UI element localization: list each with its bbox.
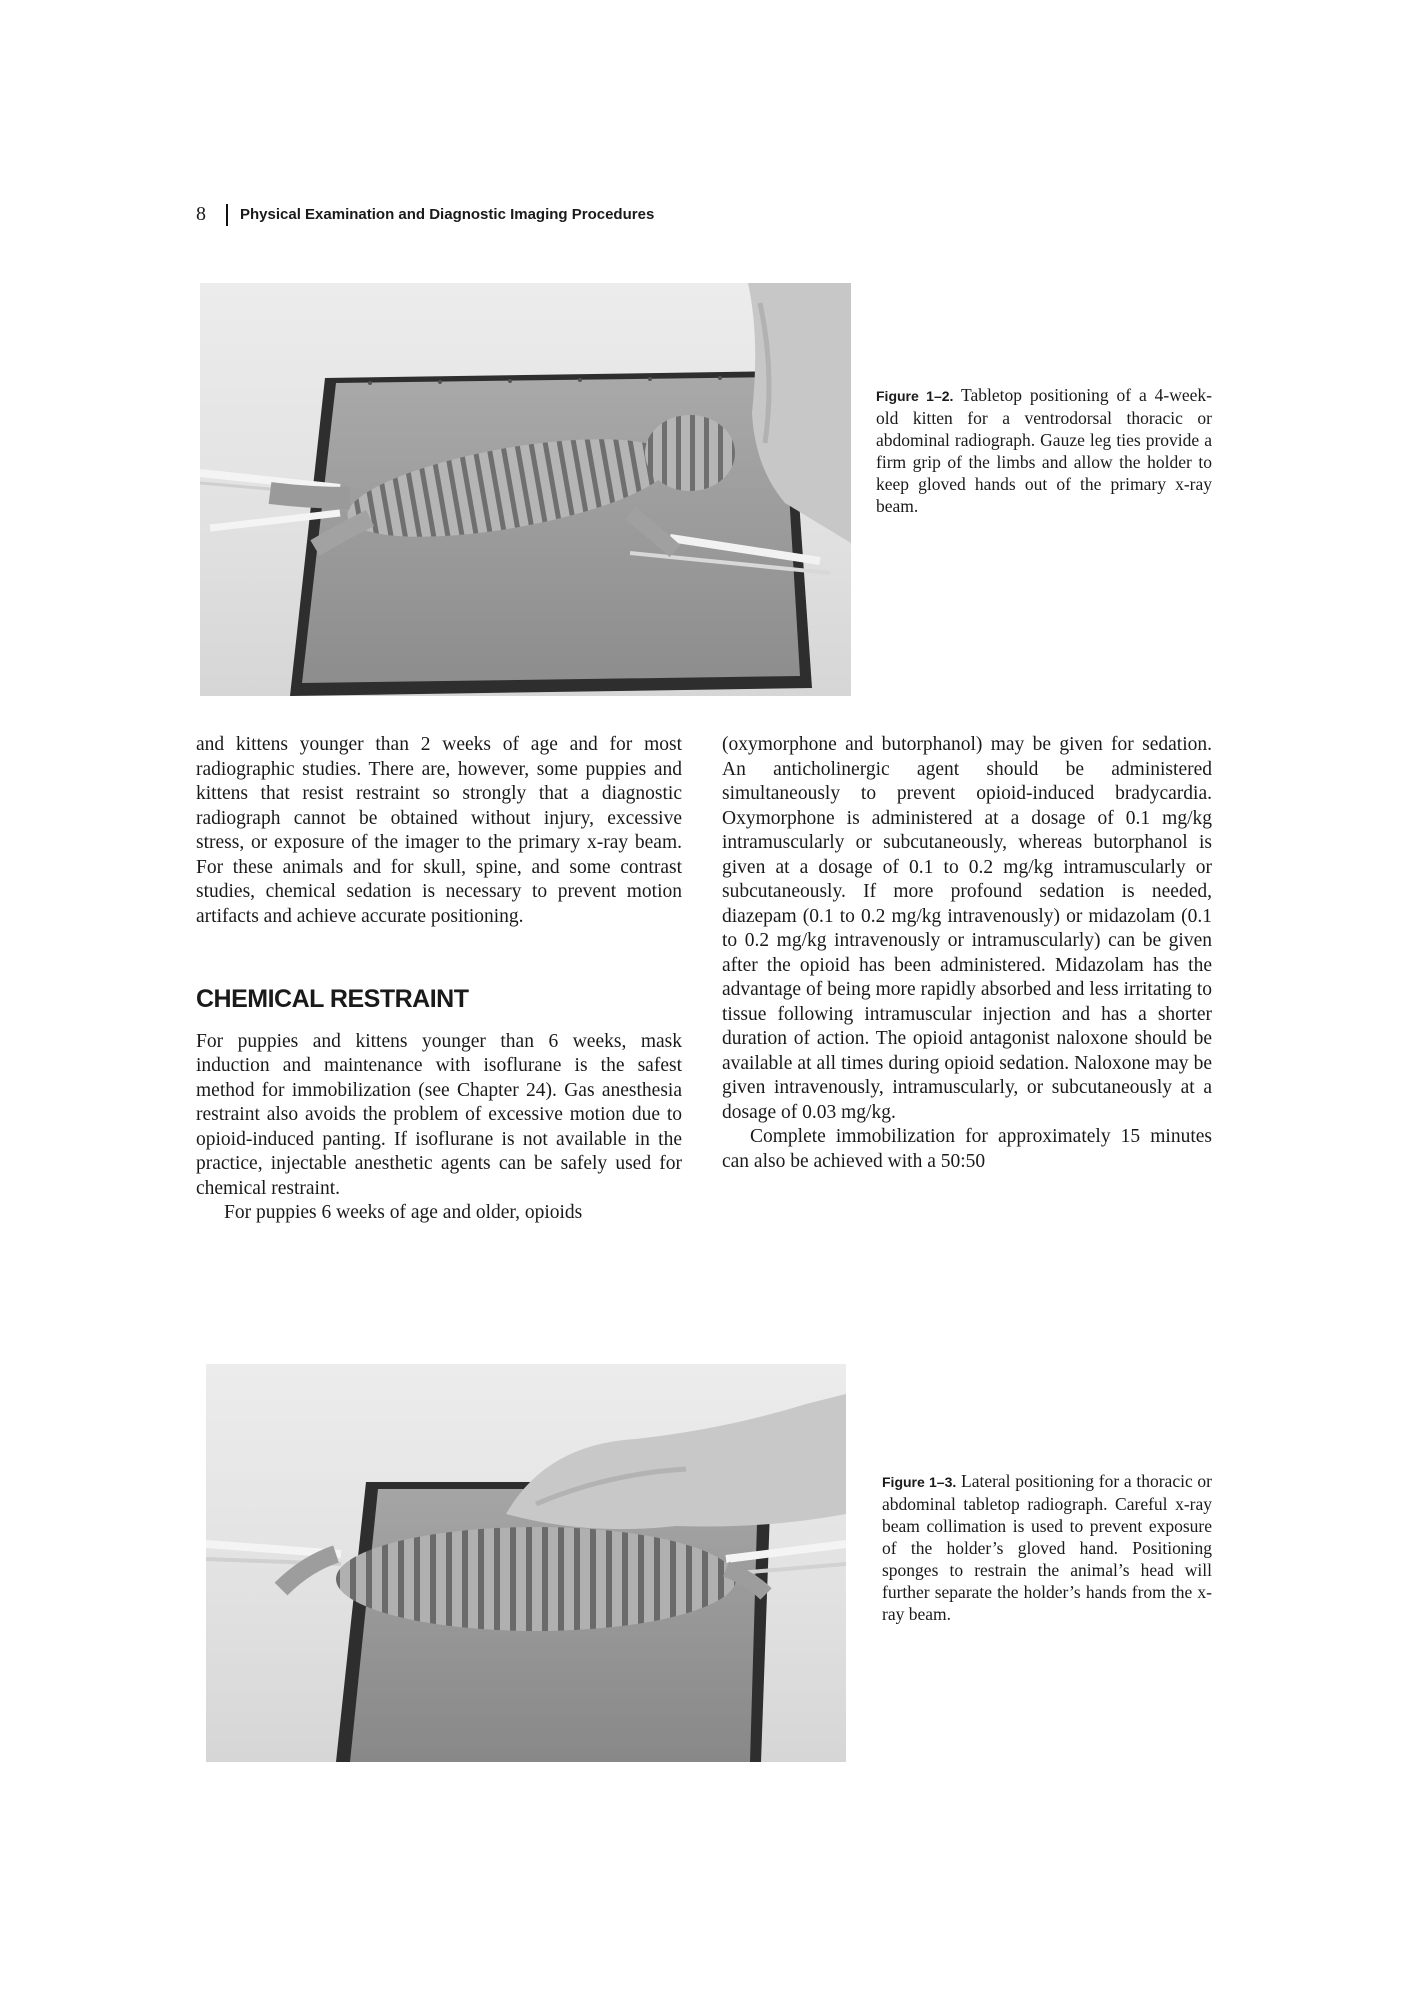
figure-1-2-photo: [200, 283, 851, 696]
running-title: Physical Examination and Diagnostic Imaging Procedures: [240, 206, 655, 223]
header-divider: [226, 204, 228, 226]
section-heading-chemical-restraint: CHEMICAL RESTRAINT: [196, 985, 469, 1013]
figure-1-3-text: Lateral positioning for a thoracic or abdominal tabletop radiograph. Careful x-ray beam collimation is used to prevent exposure of the holder’s gloved hand. Positioning sponges to restrain the animal’s head will further separate the holder’s hands from the x-ray beam.: [882, 1471, 1213, 1624]
right-column: [722, 733, 1212, 1174]
kitten-ventrodorsal-image: [200, 283, 851, 696]
left-column: [196, 733, 682, 1226]
running-header: [196, 203, 654, 226]
figure-1-3-photo: [206, 1364, 846, 1762]
left-paragraph-2: For puppies and kittens younger than 6 weeks, mask induction and maintenance with isoflurane is the safest method for immobilization (see Chapter 24). Gas anesthesia restraint also avoids the problem of excessive motion due to opioid-induced panting. If isoflurane is not available in the practice, injectable anesthetic agents can be safely used for chemical restraint.: [196, 1030, 682, 1199]
kitten-lateral-image: [206, 1364, 846, 1762]
figure-1-3-caption: [882, 1470, 1212, 1625]
right-paragraph-1: (oxymorphone and butorphanol) may be given for sedation. An anticholinergic agent should be administered simultaneously to prevent opioid-induced bradycardia. Oxymorphone is administered at a dosage of 0.1 mg/kg intramuscularly or subcutaneously, whereas butorphanol is given at a dosage of 0.1 to 0.2 mg/kg intramuscularly or subcutaneously. If more profound sedation is needed, diazepam (0.1 to 0.2 mg/kg intravenously) or midazolam (0.1 to 0.2 mg/kg intravenously or intramuscularly) can be given after the opioid has been administered. Midazolam has the advantage of being more rapidly absorbed and less irritating to tissue following intramuscular injection and has a shorter duration of action. The opioid antagonist naloxone should be available at all times during opioid sedation. Naloxone may be given intravenously, intramuscularly, or subcutaneously at a dosage of 0.03 mg/kg.: [722, 734, 1212, 1123]
figure-1-2-label: Figure 1–2.: [876, 388, 954, 404]
right-paragraph-2: Complete immobilization for approximately 15 minutes can also be achieved with a 50:50: [722, 1126, 1212, 1172]
left-paragraph-1: and kittens younger than 2 weeks of age and for most radiographic studies. There are, however, some puppies and kittens that resist restraint so strongly that a diagnostic radiograph cannot be obtained without injury, excessive stress, or exposure of the imager to the primary x-ray beam. For these animals and for skull, spine, and some contrast studies, chemical sedation is necessary to prevent motion artifacts and achieve accurate positioning.: [196, 734, 682, 927]
figure-1-2-caption: [876, 384, 1212, 517]
figure-1-2-text: Tabletop positioning of a 4-week-old kitten for a ventrodorsal thoracic or abdominal radiograph. Gauze leg ties provide a firm grip of the limbs and allow the holder to keep gloved hands out of the primary x-ray beam.: [876, 385, 1212, 516]
figure-1-3-label: Figure 1–3.: [882, 1474, 957, 1490]
page-number: 8: [196, 203, 206, 225]
left-paragraph-3: For puppies 6 weeks of age and older, opioids: [224, 1202, 583, 1223]
